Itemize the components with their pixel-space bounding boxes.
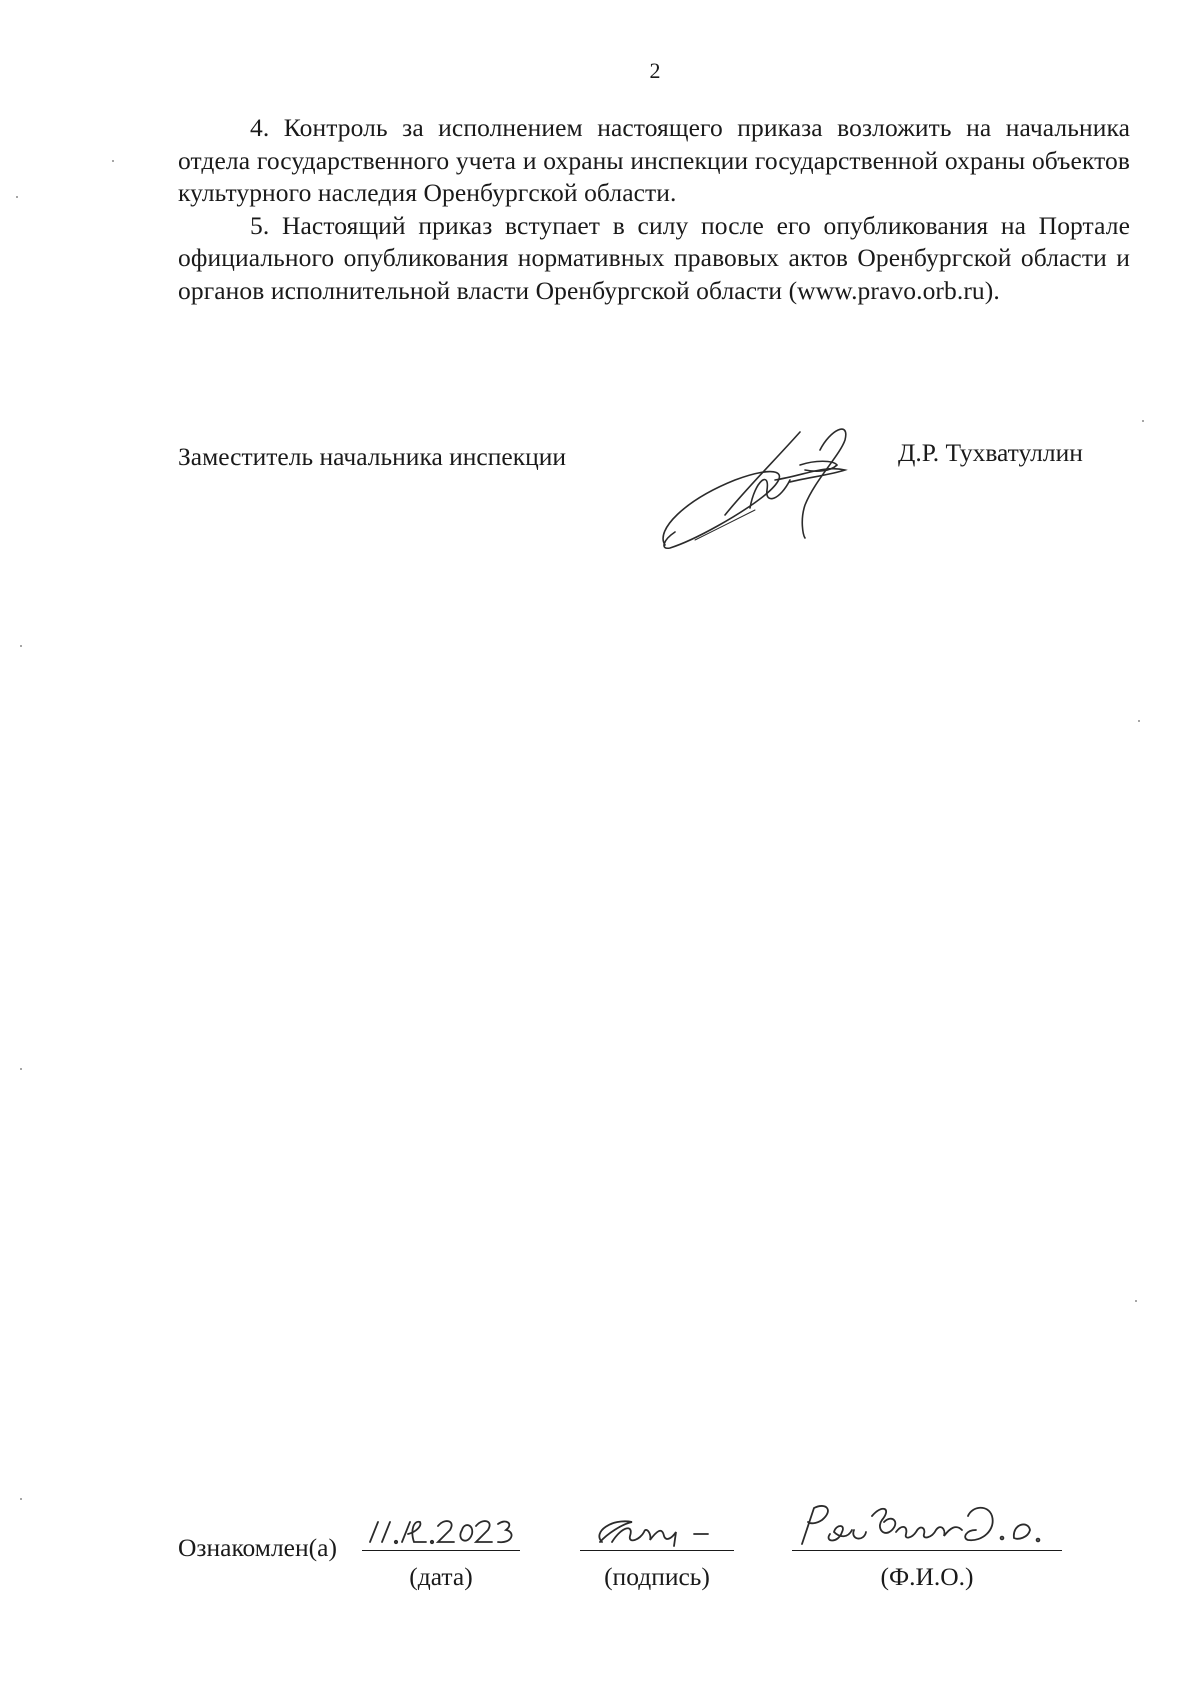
signatory-signature: [655, 420, 895, 560]
scan-speck: [20, 1498, 22, 1500]
scan-speck: [1138, 720, 1140, 722]
acknowledgement-date-handwritten: [364, 1512, 516, 1548]
scan-speck: [16, 196, 18, 198]
paragraph-4: 4. Контроль за исполнением настоящего приказа возложить на начальника отдела государственного учета и охраны инспекции государственной охраны объектов культурного наследия Оренбургской области.: [178, 113, 1130, 207]
acknowledgement-fio-caption: (Ф.И.О.): [880, 1562, 974, 1591]
scan-speck: [20, 1068, 22, 1070]
acknowledgement-signature-line: [580, 1550, 734, 1551]
paragraph-5: 5. Настоящий приказ вступает в силу после его опубликования на Портале официального опубликования нормативных правовых актов Оренбургской области и органов исполнительной власти Оренбургской области (www.pravo.orb.ru).: [178, 210, 1130, 305]
scan-speck: [20, 645, 22, 647]
acknowledgement-fio-handwritten: [792, 1494, 1126, 1550]
document-body: [178, 112, 1130, 307]
acknowledgement-signature-caption: (подпись): [604, 1562, 710, 1591]
acknowledgement-date-caption: (дата): [409, 1562, 473, 1591]
acknowledgement-fio-line: [792, 1550, 1062, 1551]
page-number: 2: [649, 58, 661, 83]
acknowledgement-date-line: [362, 1550, 520, 1551]
acknowledgement-label: Ознакомлен(а): [178, 1533, 337, 1562]
scan-speck: [1135, 1300, 1137, 1302]
scan-speck: [1142, 420, 1144, 422]
signatory-title: Заместитель начальника инспекции: [178, 442, 567, 471]
acknowledgement-signature-handwritten: [582, 1512, 722, 1548]
signatory-name: Д.Р. Тухватуллин: [898, 438, 1083, 467]
scan-speck: [112, 160, 114, 162]
